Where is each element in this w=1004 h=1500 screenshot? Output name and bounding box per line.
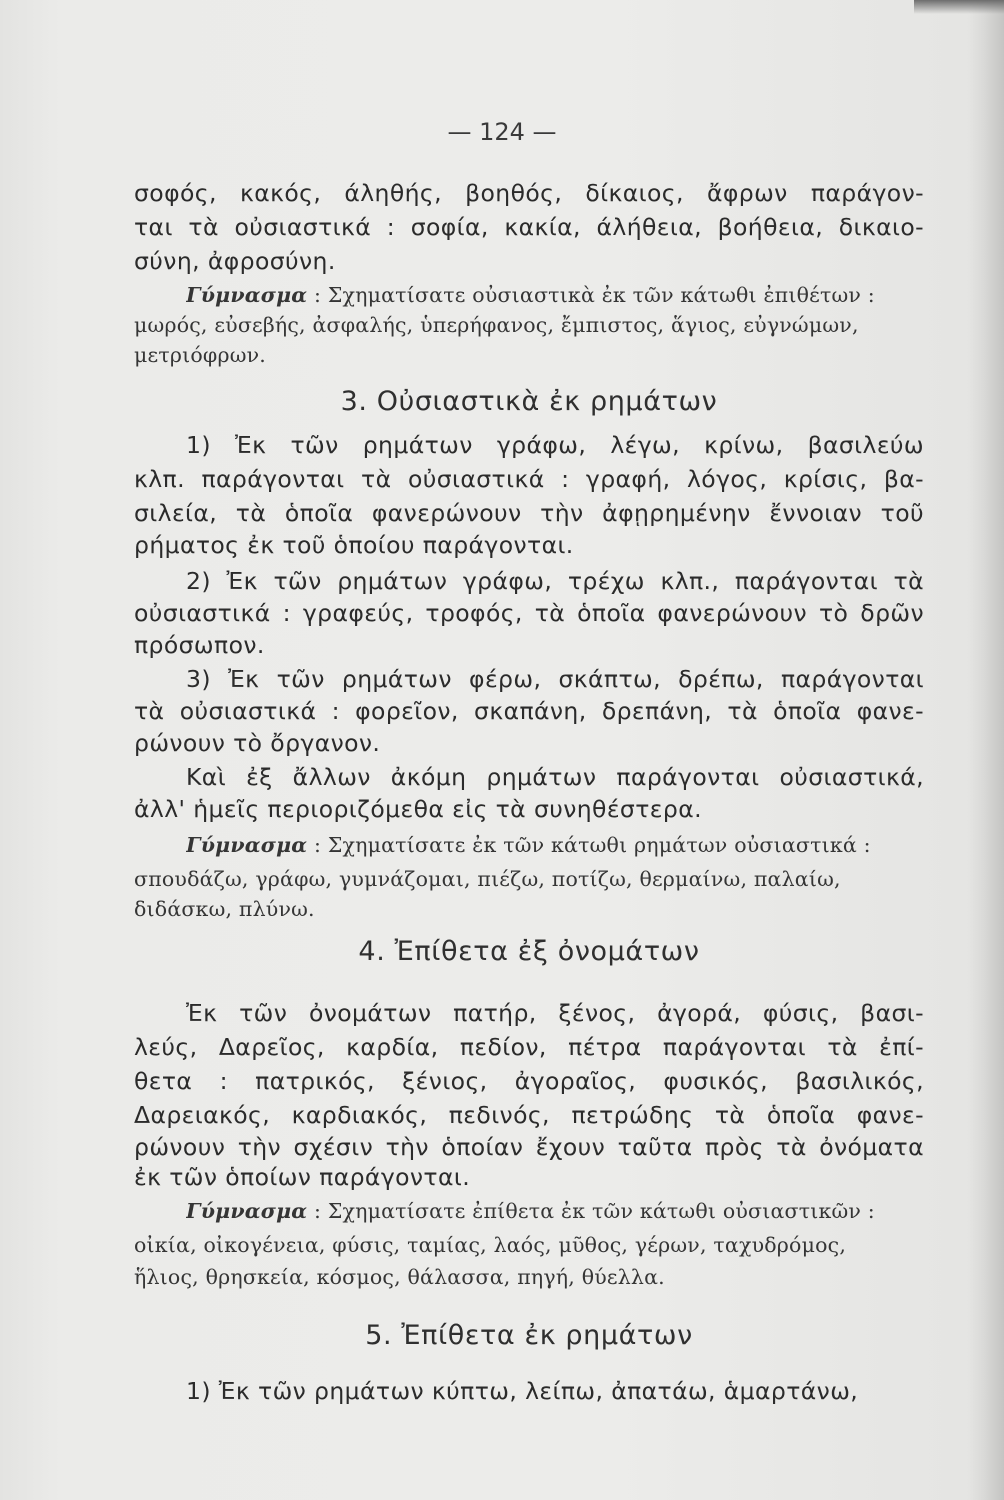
exercise-line: οἰκία, οἰκογένεια, φύσις, ταμίας, λαός, μῦθος, γέρων, ταχυδρόμος, — [134, 1233, 847, 1257]
exercise-line — [186, 1196, 924, 1226]
exercise-label: Γύμνασμα — [186, 1199, 308, 1223]
text-line: τὰ οὐσιαστικά : φορεῖον, σκαπάνη, δρεπάνη, τὰ ὁποῖα φανε- — [134, 697, 924, 725]
page-number: — 124 — — [447, 118, 557, 146]
exercise-line: διδάσκω, πλύνω. — [134, 897, 315, 921]
section-heading: 5. Ἐπίθετα ἐκ ρημάτων — [365, 1320, 693, 1351]
text-line: σοφός, κακός, άληθής, βοηθός, δίκαιος, ἄφρων παράγον- — [134, 179, 924, 207]
text-line: ρώνουν τὴν σχέσιν τὴν ὁποίαν ἔχουν ταῦτα πρὸς τὰ ὀνόματα — [134, 1133, 924, 1161]
page-corner-shadow — [914, 0, 1004, 14]
exercise-line: μετριόφρων. — [134, 343, 267, 367]
text-line: 3) Ἐκ τῶν ρημάτων φέρω, σκάπτω, δρέπω, παράγονται — [186, 665, 924, 693]
page-spine-shadow — [968, 0, 1004, 1500]
text-line: σιλεία, τὰ ὁποῖα φανερώνουν τὴν ἀφῃρημένην ἔννοιαν τοῦ — [134, 499, 924, 527]
exercise-line — [186, 280, 924, 310]
exercise-line: σπουδάζω, γράφω, γυμνάζομαι, πιέζω, ποτίζω, θερμαίνω, παλαίω, — [134, 867, 841, 891]
text-line: σύνη, ἀφροσύνη. — [134, 247, 336, 275]
section-heading: 3. Οὐσιαστικὰ ἐκ ρημάτων — [340, 386, 718, 417]
text-line: ρώνουν τὸ ὄργανον. — [134, 729, 381, 757]
text-line: ρήματος ἐκ τοῦ ὁποίου παράγονται. — [134, 531, 574, 559]
text-line: 1) Ἐκ τῶν ρημάτων γράφω, λέγω, κρίνω, βασιλεύω — [186, 431, 924, 459]
text-line: οὐσιαστικά : γραφεύς, τροφός, τὰ ὁποῖα φανερώνουν τὸ δρῶν — [134, 599, 924, 627]
text-line: ἀλλ' ἡμεῖς περιοριζόμεθα εἰς τὰ συνηθέστερα. — [134, 795, 702, 823]
exercise-text: : Σχηματίσατε ἐπίθετα ἐκ τῶν κάτωθι οὐσιαστικῶν : — [307, 1199, 875, 1223]
text-line: θετα : πατρικός, ξένιος, ἀγοραῖος, φυσικός, βασιλικός, — [134, 1067, 924, 1095]
text-line: Δαρειακός, καρδιακός, πεδινός, πετρώδης τὰ ὁποῖα φανε- — [134, 1101, 924, 1129]
text-line: Καὶ ἐξ ἄλλων ἀκόμη ρημάτων παράγονται οὐσιαστικά, — [186, 763, 924, 791]
text-line: ἐκ τῶν ὁποίων παράγονται. — [134, 1163, 471, 1191]
text-line: Ἐκ τῶν ὀνομάτων πατήρ, ξένος, ἀγορά, φύσις, βασι- — [186, 999, 924, 1027]
page-body — [134, 0, 924, 1500]
exercise-line: ἥλιος, θρησκεία, κόσμος, θάλασσα, πηγή, θύελλα. — [134, 1265, 665, 1289]
exercise-line — [186, 830, 924, 860]
section-heading: 4. Ἐπίθετα ἐξ ὀνομάτων — [358, 936, 700, 967]
exercise-line: μωρός, εὐσεβής, ἀσφαλής, ὑπερήφανος, ἔμπιστος, ἅγιος, εὐγνώμων, — [134, 313, 859, 337]
text-line: κλπ. παράγονται τὰ οὐσιαστικά : γραφή, λόγος, κρίσις, βα- — [134, 465, 924, 493]
text-line: πρόσωπον. — [134, 631, 265, 659]
exercise-text: : Σχηματίσατε οὐσιαστικὰ ἐκ τῶν κάτωθι ἐπιθέτων : — [307, 283, 875, 307]
exercise-label: Γύμνασμα — [186, 283, 308, 307]
exercise-label: Γύμνασμα — [186, 833, 308, 857]
text-line: ται τὰ οὐσιαστικά : σοφία, κακία, άλήθεια, βοήθεια, δικαιο- — [134, 213, 924, 241]
text-line: λεύς, Δαρεῖος, καρδία, πεδίον, πέτρα παράγονται τὰ ἐπί- — [134, 1033, 924, 1061]
exercise-text: : Σχηματίσατε ἐκ τῶν κάτωθι ρημάτων οὐσιαστικά : — [307, 833, 871, 857]
text-line: 1) Ἐκ τῶν ρημάτων κύπτω, λείπω, ἀπατάω, ἁμαρτάνω, — [186, 1377, 859, 1405]
text-line: 2) Ἐκ τῶν ρημάτων γράφω, τρέχω κλπ., παράγονται τὰ — [186, 567, 924, 595]
